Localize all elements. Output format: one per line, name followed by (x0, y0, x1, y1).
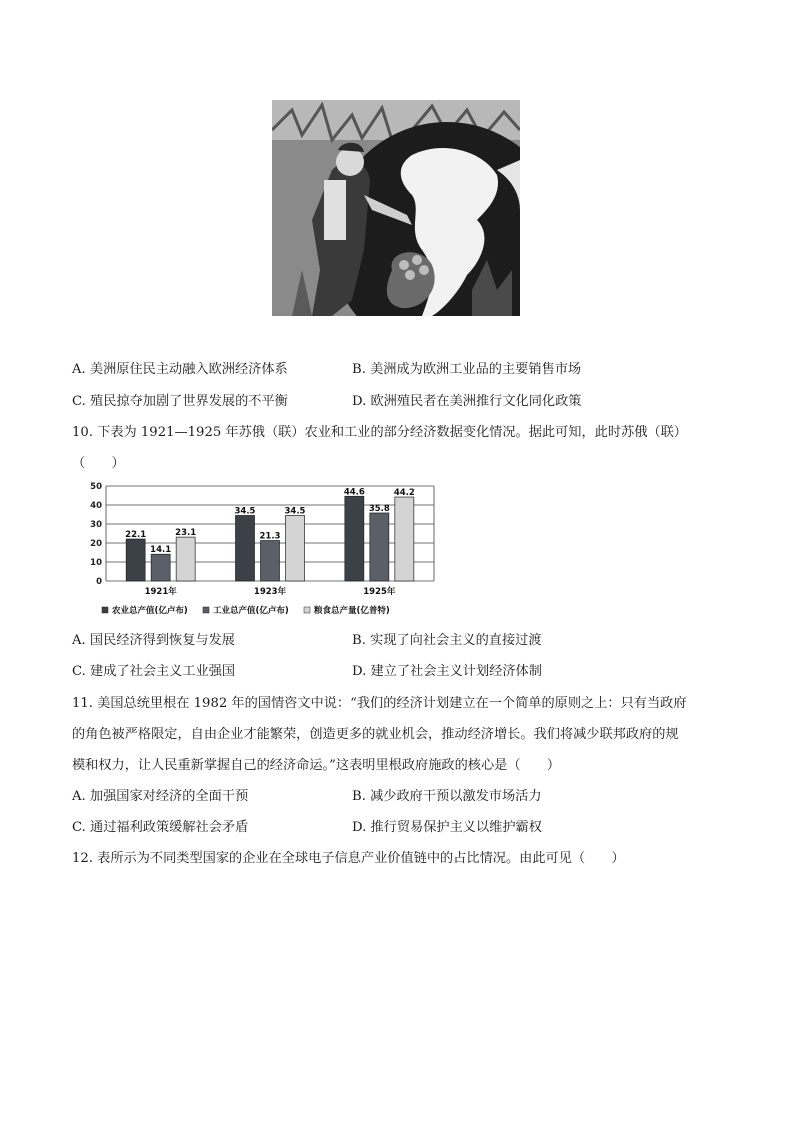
q10-option-c: C. 建成了社会主义工业强国 (72, 664, 236, 679)
q11-stem-line-3: 模和权力，让人民重新掌握自己的经济命运。”这表明里根政府施政的核心是（ ） (72, 758, 561, 773)
data-label: 23.1 (175, 528, 197, 539)
bar (261, 541, 280, 581)
data-label: 44.6 (343, 487, 365, 498)
y-tick-label: 20 (90, 539, 102, 549)
y-tick-label: 10 (90, 558, 102, 568)
legend-entry: 农业总产值(亿卢布) (112, 606, 188, 616)
y-tick-label: 30 (90, 520, 102, 530)
legend-swatch (203, 607, 209, 613)
q11-option-d: D. 推行贸易保护主义以维护霸权 (352, 820, 542, 835)
q10-option-d: D. 建立了社会主义计划经济体制 (352, 664, 542, 679)
legend-entry: 工业总产值(亿卢布) (213, 606, 289, 616)
data-label: 22.1 (125, 530, 147, 541)
bar (395, 497, 414, 581)
q10-option-b: B. 实现了向社会主义的直接过渡 (352, 633, 542, 648)
bar (370, 513, 389, 581)
q11-option-a: A. 加强国家对经济的全面干预 (72, 789, 249, 804)
q12-stem: 12. 表所示为不同类型国家的企业在全球电子信息产业价值链中的占比情况。由此可见（ ） (72, 851, 625, 866)
bar (126, 539, 145, 581)
data-label: 14.1 (150, 545, 172, 556)
q11-option-b: B. 减少政府干预以激发市场活力 (352, 789, 542, 804)
q11-option-c: C. 通过福利政策缓解社会矛盾 (72, 820, 249, 835)
data-label: 35.8 (368, 503, 390, 514)
q9-option-b: B. 美洲成为欧洲工业品的主要销售市场 (352, 362, 582, 377)
legend-swatch (102, 607, 108, 613)
y-tick-label: 40 (90, 501, 102, 511)
q10-answer-blank: （ ） (72, 456, 125, 471)
q11-stem-line-2: 的角色被严格限定，自由企业才能繁荣，创造更多的就业机会，推动经济增长。我们将减少联邦政府的规 (72, 727, 679, 742)
chart-svg (88, 478, 448, 623)
q9-option-d: D. 欧洲殖民者在美洲推行文化同化政策 (352, 394, 582, 409)
data-label: 34.5 (234, 506, 256, 517)
y-tick-label: 50 (90, 482, 102, 492)
data-label: 44.2 (393, 488, 415, 499)
soviet-economy-bar-chart (88, 478, 448, 623)
legend-entry: 粮食总产量(亿普特) (314, 606, 390, 616)
x-tick-label: 1921年 (144, 587, 177, 597)
x-tick-label: 1925年 (363, 587, 396, 597)
y-tick-label: 0 (96, 577, 102, 587)
colonization-illustration (272, 100, 520, 316)
x-tick-label: 1923年 (253, 587, 287, 597)
q10-stem: 10. 下表为 1921—1925 年苏俄（联）农业和工业的部分经济数据变化情况。据此可知，此时苏俄（联） (72, 425, 687, 440)
bar (236, 515, 255, 581)
q9-option-a: A. 美洲原住民主动融入欧洲经济体系 (72, 362, 288, 377)
legend-swatch (304, 607, 310, 613)
q10-option-a: A. 国民经济得到恢复与发展 (72, 633, 235, 648)
bar (151, 554, 170, 581)
colonist-globe-picture (272, 100, 520, 316)
q9-option-c: C. 殖民掠夺加剧了世界发展的不平衡 (72, 394, 288, 409)
data-label: 34.5 (284, 506, 306, 517)
bar (345, 496, 364, 581)
bar (176, 537, 195, 581)
q11-stem-line-1: 11. 美国总统里根在 1982 年的国情咨文中说：“我们的经济计划建立在一个简单的原则之上：只有当政府 (72, 696, 687, 711)
data-label: 21.3 (259, 531, 281, 542)
bar (286, 515, 305, 581)
